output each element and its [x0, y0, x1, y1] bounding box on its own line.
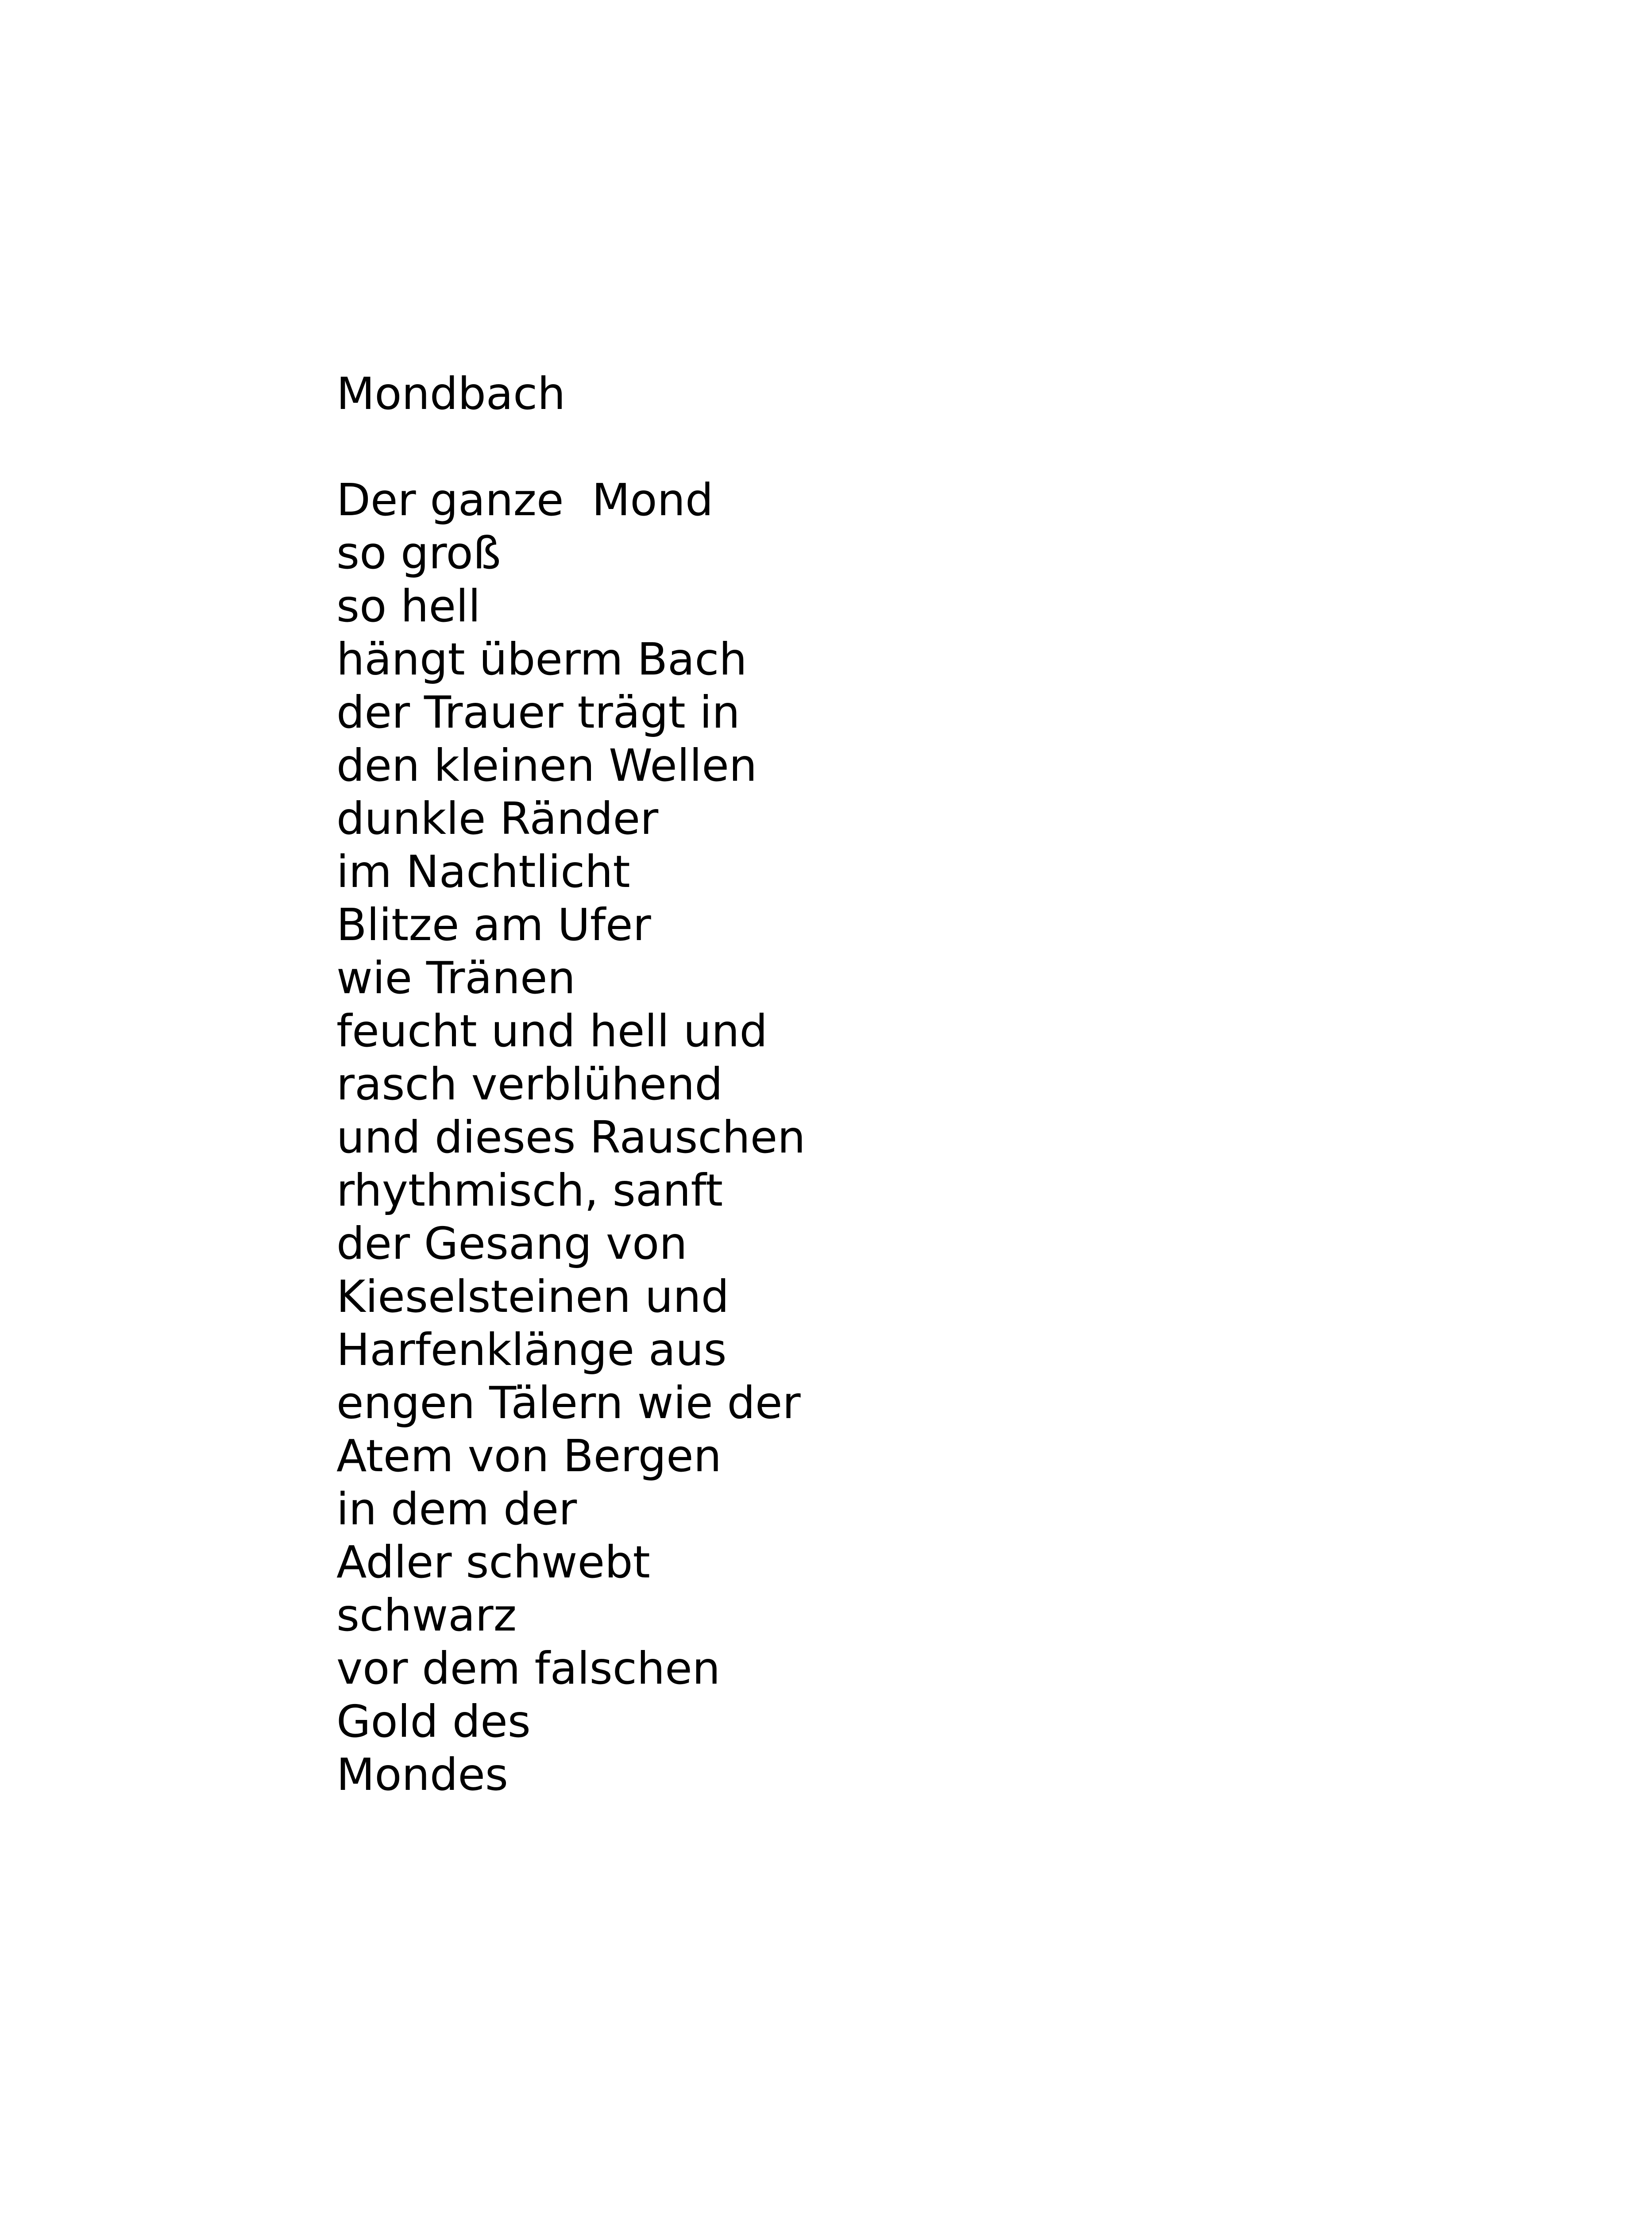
poem-line: und dieses Rauschen	[336, 1111, 806, 1163]
poem-line: Kieselsteinen und	[336, 1271, 730, 1322]
poem-line: Adler schwebt	[336, 1536, 650, 1588]
poem-line: in dem der	[336, 1483, 577, 1535]
stanza-gap	[336, 420, 806, 474]
poem-line: engen Tälern wie der	[336, 1377, 801, 1429]
poem-line: schwarz	[336, 1589, 517, 1641]
poem-line: so hell	[336, 580, 481, 632]
poem-line: so groß	[336, 527, 501, 579]
poem-line: rasch verblühend	[336, 1058, 723, 1110]
poem-line: rhythmisch, sanft	[336, 1164, 723, 1216]
poem-line: vor dem falschen	[336, 1642, 721, 1694]
poem-line: Blitze am Ufer	[336, 899, 651, 951]
poem-line: dunkle Ränder	[336, 793, 659, 844]
poem-line: den kleinen Wellen	[336, 740, 757, 791]
poem-title: Mondbach	[336, 368, 566, 420]
poem-line: hängt überm Bach	[336, 633, 747, 685]
poem-line: Mondes	[336, 1749, 508, 1800]
poem-line: feucht und hell und	[336, 1005, 768, 1057]
poem-line: der Gesang von	[336, 1218, 687, 1269]
poem-line: der Trauer trägt in	[336, 686, 740, 738]
poem	[336, 367, 806, 1801]
poem-line: Der ganze Mond	[336, 474, 714, 526]
poem-line: Harfenklänge aus	[336, 1324, 727, 1376]
poem-line: wie Tränen	[336, 952, 575, 1004]
poem-line: Gold des	[336, 1696, 531, 1747]
poem-line: im Nachtlicht	[336, 846, 630, 898]
poem-line: Atem von Bergen	[336, 1430, 722, 1482]
